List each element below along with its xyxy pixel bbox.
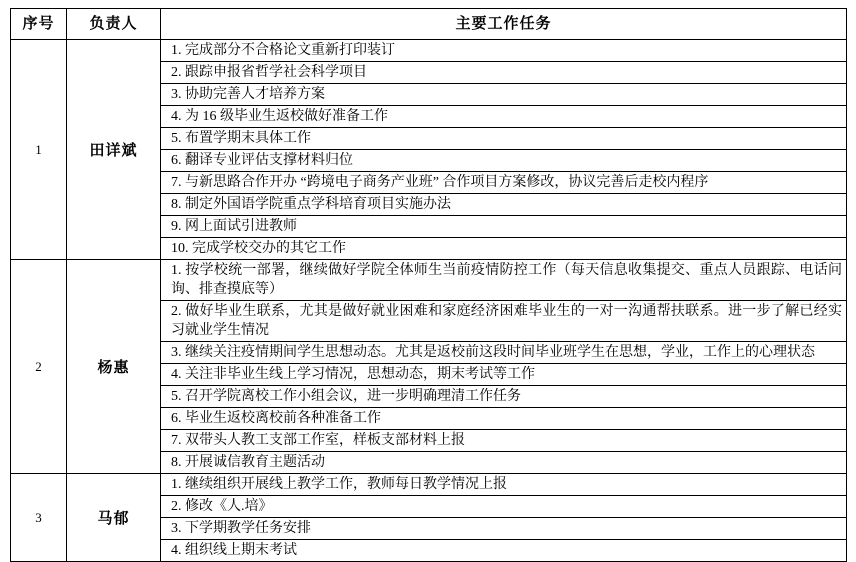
list-item: 4. 组织线上期末考试 <box>171 543 297 558</box>
list-item: 9. 网上面试引进教师 <box>161 216 846 238</box>
task-list <box>161 474 846 561</box>
list-item: 5. 召开学院离校工作小组会议，进一步明确理清工作任务 <box>161 386 846 408</box>
row-number: 1 <box>11 40 67 260</box>
table-header-row <box>11 9 847 40</box>
list-item: 6. 毕业生返校离校前各种准备工作 <box>161 408 846 430</box>
row-tasks <box>161 40 847 260</box>
list-item: 1. 继续组织开展线上教学工作，教师每日教学情况上报 <box>161 474 846 496</box>
list-item: 2. 跟踪申报省哲学社会科学项目 <box>161 62 846 84</box>
list-item: 4. 关注非毕业生线上学习情况，思想动态，期末考试等工作 <box>161 364 846 386</box>
work-task-table <box>10 8 847 562</box>
list-item: 3. 下学期教学任务安排 <box>161 518 846 540</box>
task-list <box>161 260 846 473</box>
table-row <box>11 474 847 562</box>
row-tasks <box>161 474 847 562</box>
list-item: 1. 按学校统一部署，继续做好学院全体师生当前疫情防控工作（每天信息收集提交、重点人员跟踪、电话问询、排查摸底等） <box>161 260 846 301</box>
row-number: 2 <box>11 260 67 474</box>
row-number: 3 <box>11 474 67 562</box>
list-item: 10. 完成学校交办的其它工作 <box>171 241 346 256</box>
row-person: 杨惠 <box>67 260 161 474</box>
row-tasks <box>161 260 847 474</box>
row-person: 田详斌 <box>67 40 161 260</box>
list-item: 2. 做好毕业生联系，尤其是做好就业困难和家庭经济困难毕业生的一对一沟通帮扶联系。进一步了解已经实习就业学生情况 <box>161 301 846 342</box>
task-list <box>161 40 846 259</box>
header-no: 序号 <box>11 9 67 40</box>
list-item: 1. 完成部分不合格论文重新打印装订 <box>161 40 846 62</box>
list-item: 5. 布置学期末具体工作 <box>161 128 846 150</box>
list-item: 7. 双带头人教工支部工作室，样板支部材料上报 <box>161 430 846 452</box>
list-item: 2. 修改《人.培》 <box>161 496 846 518</box>
list-item: 6. 翻译专业评估支撑材料归位 <box>161 150 846 172</box>
row-person: 马郁 <box>67 474 161 562</box>
list-item: 8. 开展诚信教育主题活动 <box>171 455 325 470</box>
table-row <box>11 260 847 474</box>
header-person: 负责人 <box>67 9 161 40</box>
list-item: 7. 与新思路合作开办 “跨境电子商务产业班” 合作项目方案修改，协议完善后走校内程序 <box>161 172 846 194</box>
table-row <box>11 40 847 260</box>
list-item: 8. 制定外国语学院重点学科培育项目实施办法 <box>161 194 846 216</box>
header-tasks: 主要工作任务 <box>161 9 847 40</box>
list-item: 3. 协助完善人才培养方案 <box>161 84 846 106</box>
list-item: 4. 为 16 级毕业生返校做好准备工作 <box>161 106 846 128</box>
list-item: 3. 继续关注疫情期间学生思想动态。尤其是返校前这段时间毕业班学生在思想，学业，工作上的心理状态 <box>161 342 846 364</box>
